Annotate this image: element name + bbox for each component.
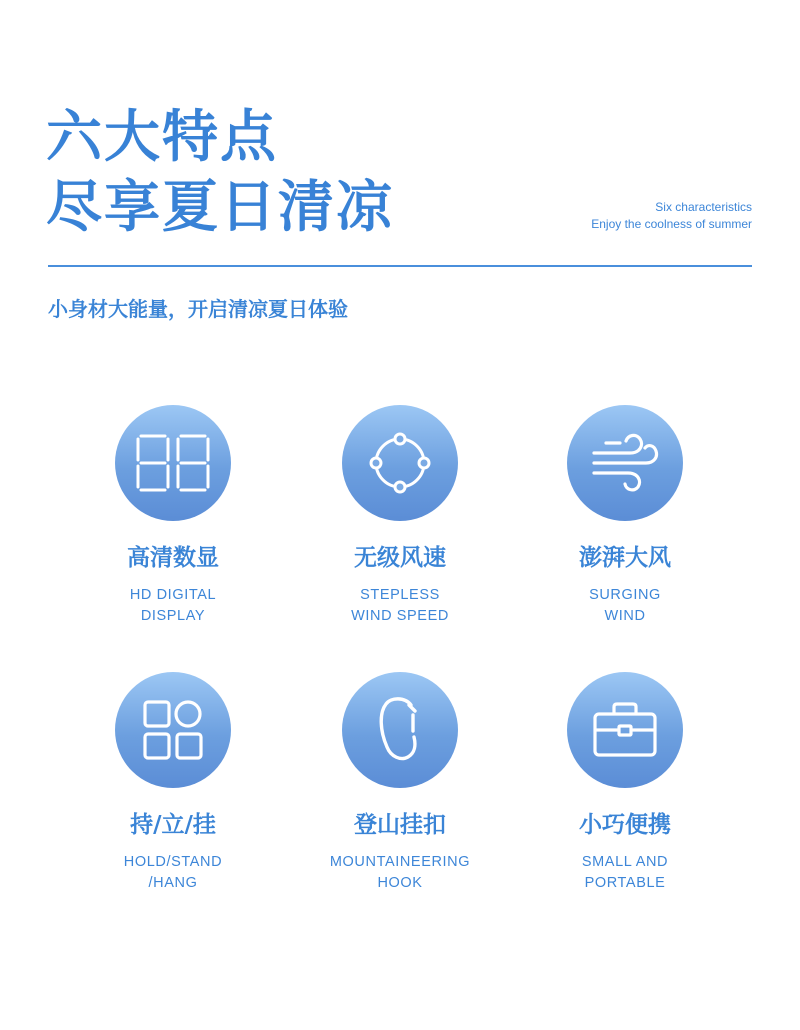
stepless-speed-icon [368,431,432,495]
feature-english-label [73,585,273,627]
feature-name: 无级风速 [354,545,446,571]
feature-english-line-2: /HANG [148,875,198,891]
feature-small-portable [525,672,725,894]
feature-name: 登山挂扣 [354,812,446,838]
page-title-line-2: 尽享夏日清凉 [46,175,394,240]
english-caption-line-1: Six characteristics [655,200,752,214]
feature-name: 高清数显 [127,545,219,571]
english-caption-line-2: Enjoy the coolness of summer [591,217,752,231]
feature-english-label [525,852,725,894]
subtitle: 小身材大能量，开启清凉夏日体验 [48,297,348,321]
modes-grid-icon [142,699,204,761]
feature-icon-circle [567,405,683,521]
feature-hold-stand-hang [73,672,273,894]
briefcase-icon [592,702,658,758]
feature-english-line-1: SURGING [589,587,661,603]
feature-english-line-1: STEPLESS [360,587,440,603]
feature-english-line-1: MOUNTAINEERING [329,854,471,870]
feature-surging-wind [525,405,725,627]
feature-name: 澎湃大风 [579,545,671,571]
feature-icon-circle [567,672,683,788]
feature-english-line-2: WIND [604,608,646,624]
feature-english-line-1: SMALL AND [581,854,669,870]
feature-icon-circle [342,405,458,521]
feature-english-line-1: HD DIGITAL [129,587,217,603]
feature-english-line-2: PORTABLE [584,875,666,891]
digital-display-icon [135,433,211,493]
carabiner-hook-icon [375,695,425,765]
feature-hd-display [73,405,273,627]
feature-icon-circle [115,405,231,521]
feature-english-line-1: HOLD/STAND [123,854,223,870]
feature-english-label [525,585,725,627]
feature-english-line-2: WIND SPEED [351,608,449,624]
wind-icon [590,431,660,495]
feature-name: 小巧便携 [579,812,671,838]
feature-icon-circle [115,672,231,788]
feature-stepless-speed [300,405,500,627]
feature-english-label [300,852,500,894]
feature-icon-circle [342,672,458,788]
feature-name: 持/立/挂 [130,812,216,838]
feature-english-line-2: DISPLAY [140,608,206,624]
feature-english-line-2: HOOK [377,875,423,891]
feature-english-label [73,852,273,894]
feature-english-label [300,585,500,627]
header-divider [48,265,752,267]
feature-mountaineering-hook [300,672,500,894]
page-title-line-1: 六大特点 [46,105,278,170]
